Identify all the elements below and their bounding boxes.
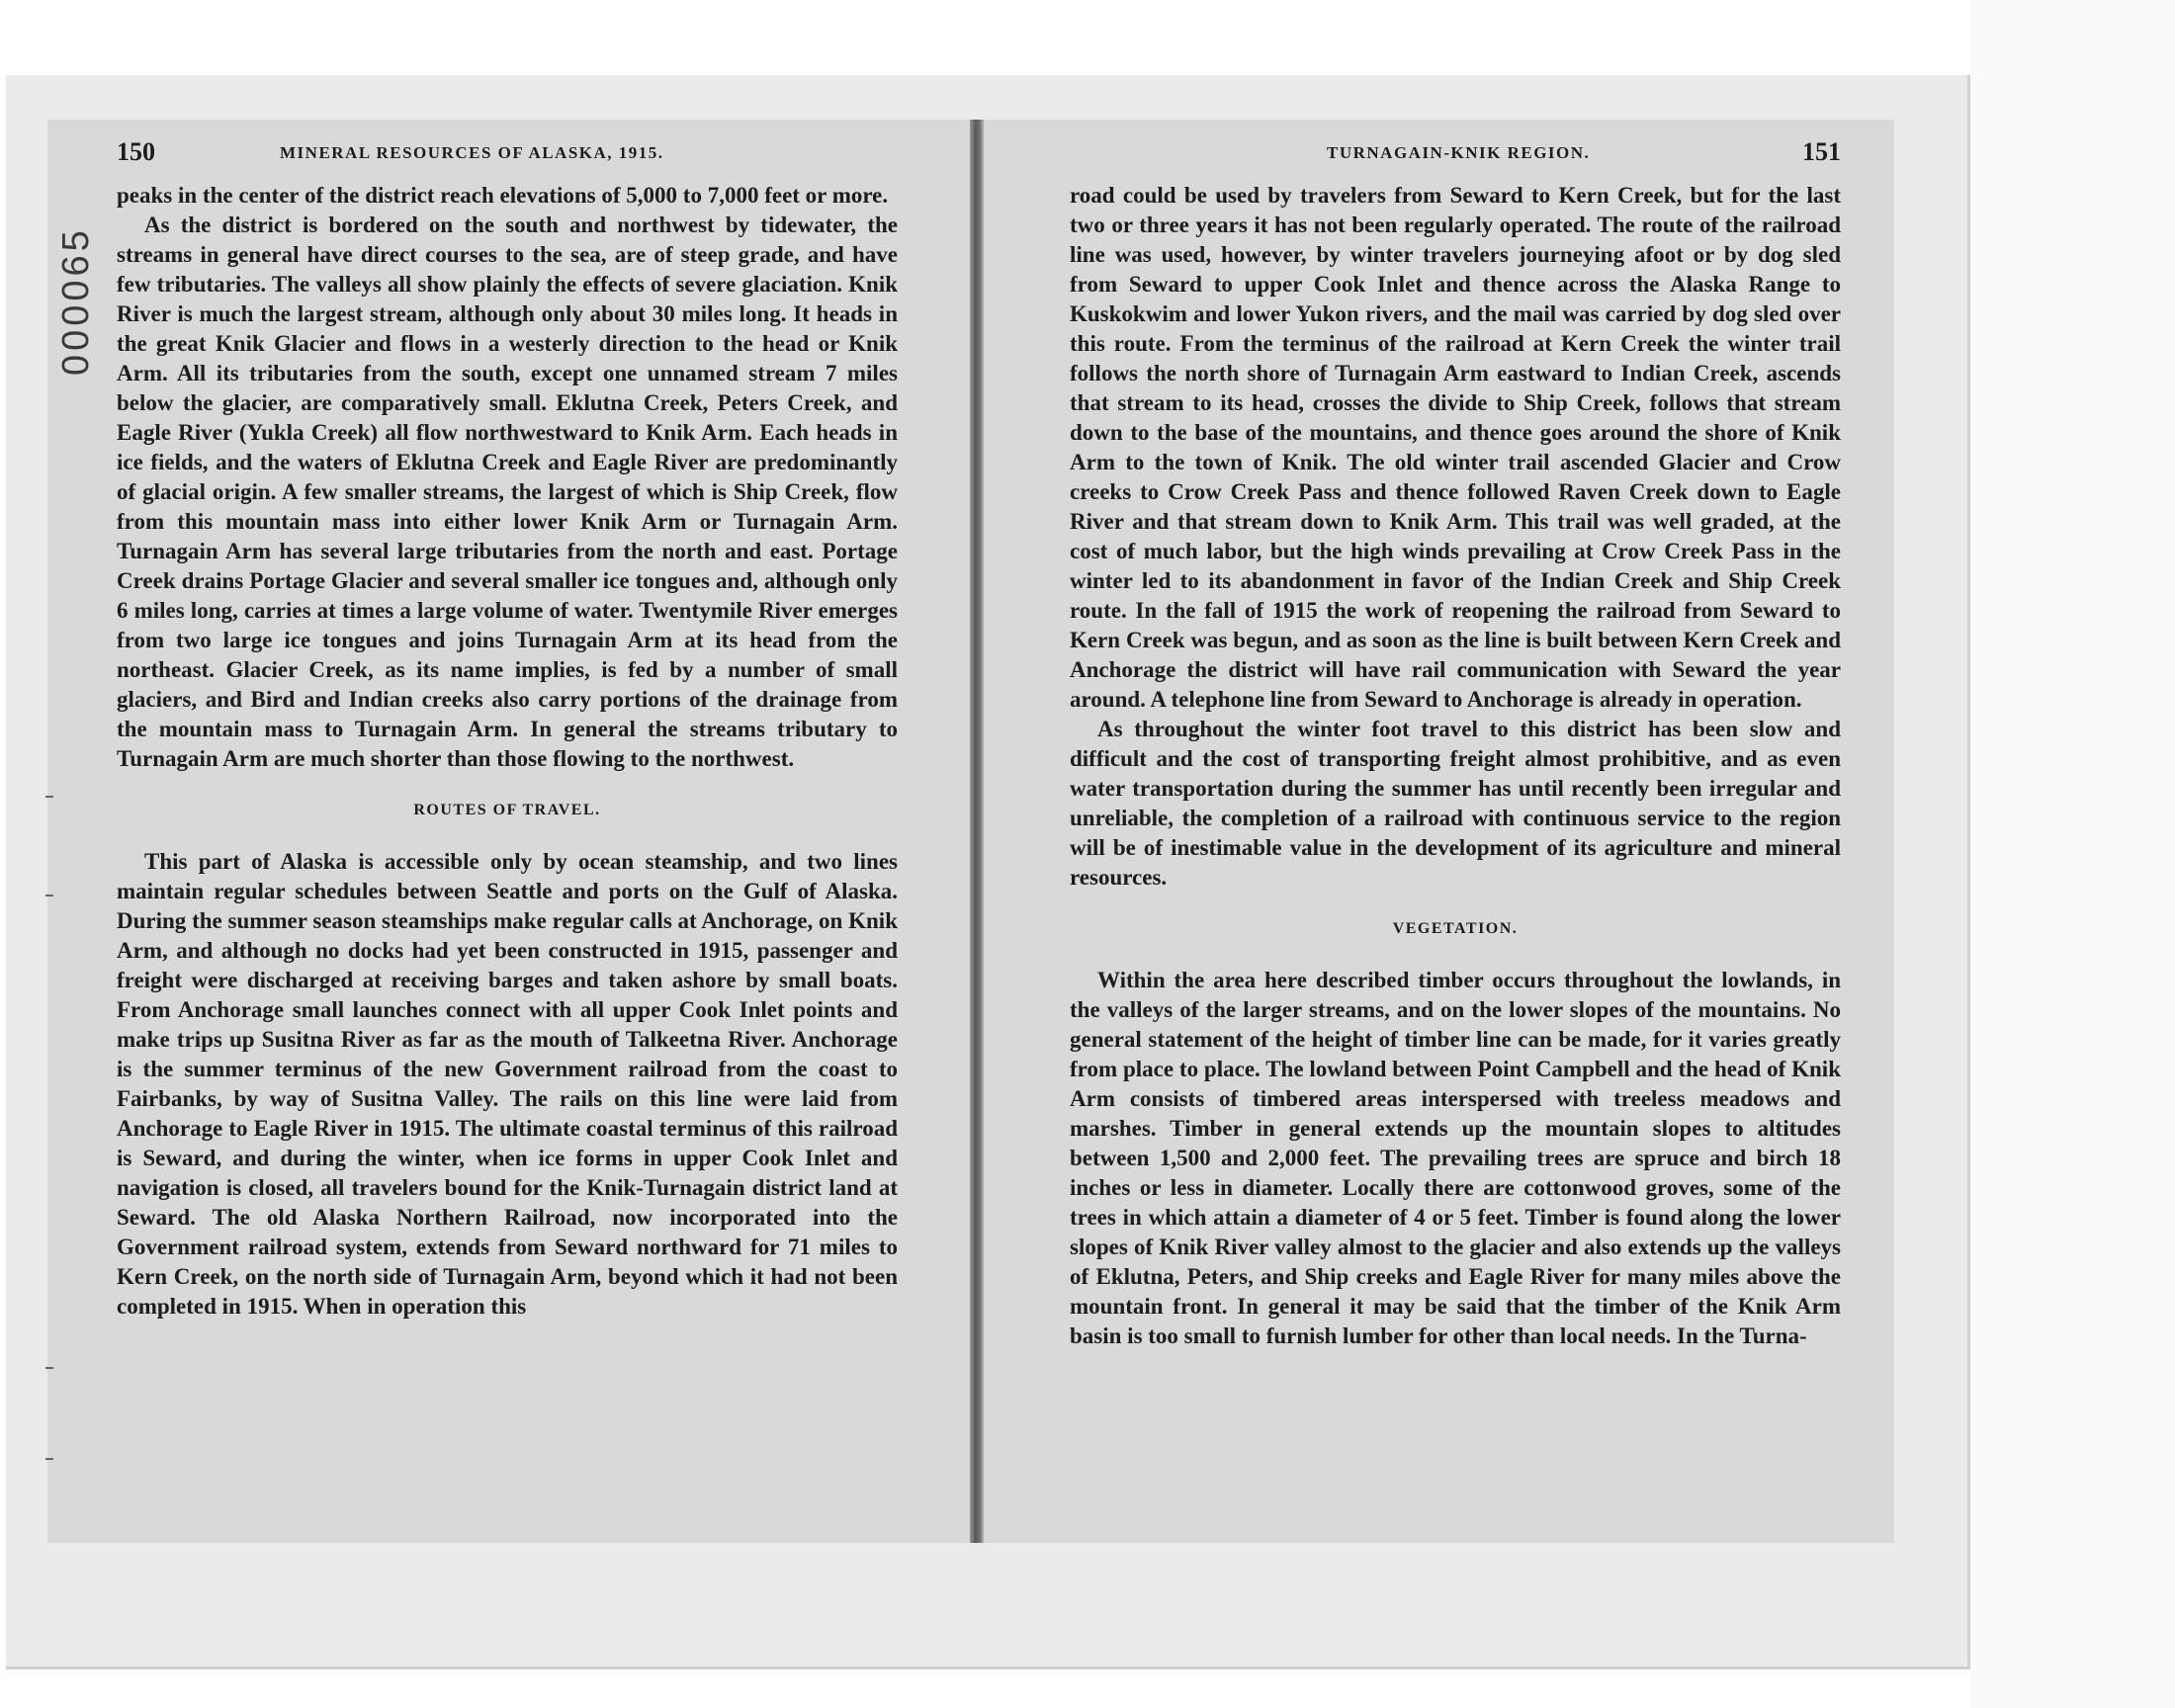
scan-mark	[45, 1367, 53, 1369]
page-number: 150	[117, 137, 155, 166]
archive-stamp-number: 000065	[55, 226, 97, 377]
left-body	[117, 181, 898, 1322]
page-number: 151	[1802, 137, 1841, 166]
margin-strip	[1970, 0, 2175, 1708]
paragraph: As throughout the winter foot travel to this district has been slow and difficult and the cost of transporting freight almost prohibitive, and as even water transportation during the summer has until recently been irregular and unreliable, the completion of a railroad with continuous service to the region will be of inestimable value in the development of its agriculture and mineral resources.	[1070, 717, 1841, 890]
left-running-head	[117, 137, 898, 175]
running-head-title: TURNAGAIN-KNIK REGION.	[1327, 143, 1591, 162]
scan-mark	[45, 1458, 53, 1460]
section-heading: VEGETATION.	[1392, 920, 1519, 937]
right-body	[1070, 181, 1841, 1351]
section-heading: ROUTES OF TRAVEL.	[413, 802, 601, 818]
right-running-head	[1070, 137, 1841, 175]
book-gutter	[970, 120, 984, 1543]
paragraph: road could be used by travelers from Seward to Kern Creek, but for the last two or three years it has not been regularly operated. The route of the railroad line was used, however, by winter travelers journeying afoot or by dog sled from Seward to upper Cook Inlet and thence across the Alaska Range to Kuskokwim and lower Yukon rivers, and the mail was carried by dog sled over this route. From the terminus of the railroad at Kern Creek the winter trail follows the north shore of Turnagain Arm eastward to Indian Creek, ascends that stream to its head, crosses the divide to Ship Creek, follows that stream down to the base of the mountains, and thence goes around the shore of Knik Arm to the town of Knik. The old winter trail ascended Glacier and Crow creeks to Crow Creek Pass and thence followed Raven Creek down to Eagle River and that stream down to Knik Arm. This trail was well graded, at the cost of much labor, but the high winds prevailing at Crow Creek Pass in the winter led to its abandonment in favor of the Indian Creek and Ship Creek route. In the fall of 1915 the work of reopening the railroad from Seward to Kern Creek was begun, and as soon as the line is built between Kern Creek and Anchorage the district will have rail communication with Seward the year around. A telephone line from Seward to Anchorage is already in operation.	[1070, 183, 1841, 712]
scan-mark	[45, 796, 53, 798]
paragraph: peaks in the center of the district reach elevations of 5,000 to 7,000 feet or more.	[117, 183, 889, 208]
paragraph: As the district is bordered on the south and northwest by tidewater, the streams in general have direct courses to the sea, are of steep grade, and have few tributaries. The valleys all show plainly the effects of severe glaciation. Knik River is much the largest stream, although only about 30 miles long. It heads in the great Knik Glacier and flows in a westerly direction to the head or Knik Arm. All its tributaries from the south, except one unnamed stream 7 miles below the glacier, are comparatively small. Eklutna Creek, Peters Creek, and Eagle River (Yukla Creek) all flow northwestward to Knik Arm. Each heads in ice fields, and the waters of Eklutna Creek and Eagle River are predominantly of glacial origin. A few smaller streams, the largest of which is Ship Creek, flow from this mountain mass into either lower Knik Arm or Turnagain Arm. Turnagain Arm has several large tributaries from the north and east. Portage Creek drains Portage Glacier and several smaller ice tongues and, although only 6 miles long, carries at times a large volume of water. Twentymile River emerges from two large ice tongues and joins Turnagain Arm at its head from the northeast. Glacier Creek, as its name implies, is fed by a number of small glaciers, and Bird and Indian creeks also carry portions of the drainage from the mountain mass to Turnagain Arm. In general the streams tributary to Turnagain Arm are much shorter than those flowing to the northwest.	[117, 213, 898, 771]
left-page	[117, 120, 898, 1543]
right-page	[1070, 120, 1841, 1543]
paragraph: This part of Alaska is accessible only by ocean steamship, and two lines maintain regular schedules between Seattle and ports on the Gulf of Alaska. During the summer season steamships make regular calls at Anchorage, on Knik Arm, and although no docks had yet been constructed in 1915, passenger and freight were discharged at receiving barges and taken ashore by small boats. From Anchorage small launches connect with all upper Cook Inlet points and make trips up Susitna River as far as the mouth of Talkeetna River. Anchorage is the summer terminus of the new Government railroad from the coast to Fairbanks, by way of Susitna Valley. The rails on this line were laid from Anchorage to Eagle River in 1915. The ultimate coastal terminus of this railroad is Seward, and during the winter, when ice forms in upper Cook Inlet and navigation is closed, all travelers bound for the Knik-Turnagain district land at Seward. The old Alaska Northern Railroad, now incorporated into the Government railroad system, extends from Seward northward for 71 miles to Kern Creek, on the north side of Turnagain Arm, beyond which it had not been completed in 1915. When in operation this	[117, 849, 898, 1319]
scan-mark	[45, 895, 53, 897]
paragraph: Within the area here described timber occurs throughout the lowlands, in the valleys of the larger streams, and on the lower slopes of the mountains. No general statement of the height of timber line can be made, for it varies greatly from place to place. The lowland between Point Campbell and the head of Knik Arm consists of timbered areas interspersed with treeless meadows and marshes. Timber in general extends up the mountain slopes to altitudes between 1,500 and 2,000 feet. The prevailing trees are spruce and birch 18 inches or less in diameter. Locally there are cottonwood groves, some of the trees in which attain a diameter of 4 or 5 feet. Timber is found along the lower slopes of Knik River valley almost to the glacier and also extends up the valleys of Eklutna, Peters, and Ship creeks and Eagle River for many miles above the mountain front. In general it may be said that the timber of the Knik Arm basin is too small to furnish lumber for other than local needs. In the Turna-	[1070, 968, 1841, 1348]
running-head-title: MINERAL RESOURCES OF ALASKA, 1915.	[280, 143, 664, 162]
